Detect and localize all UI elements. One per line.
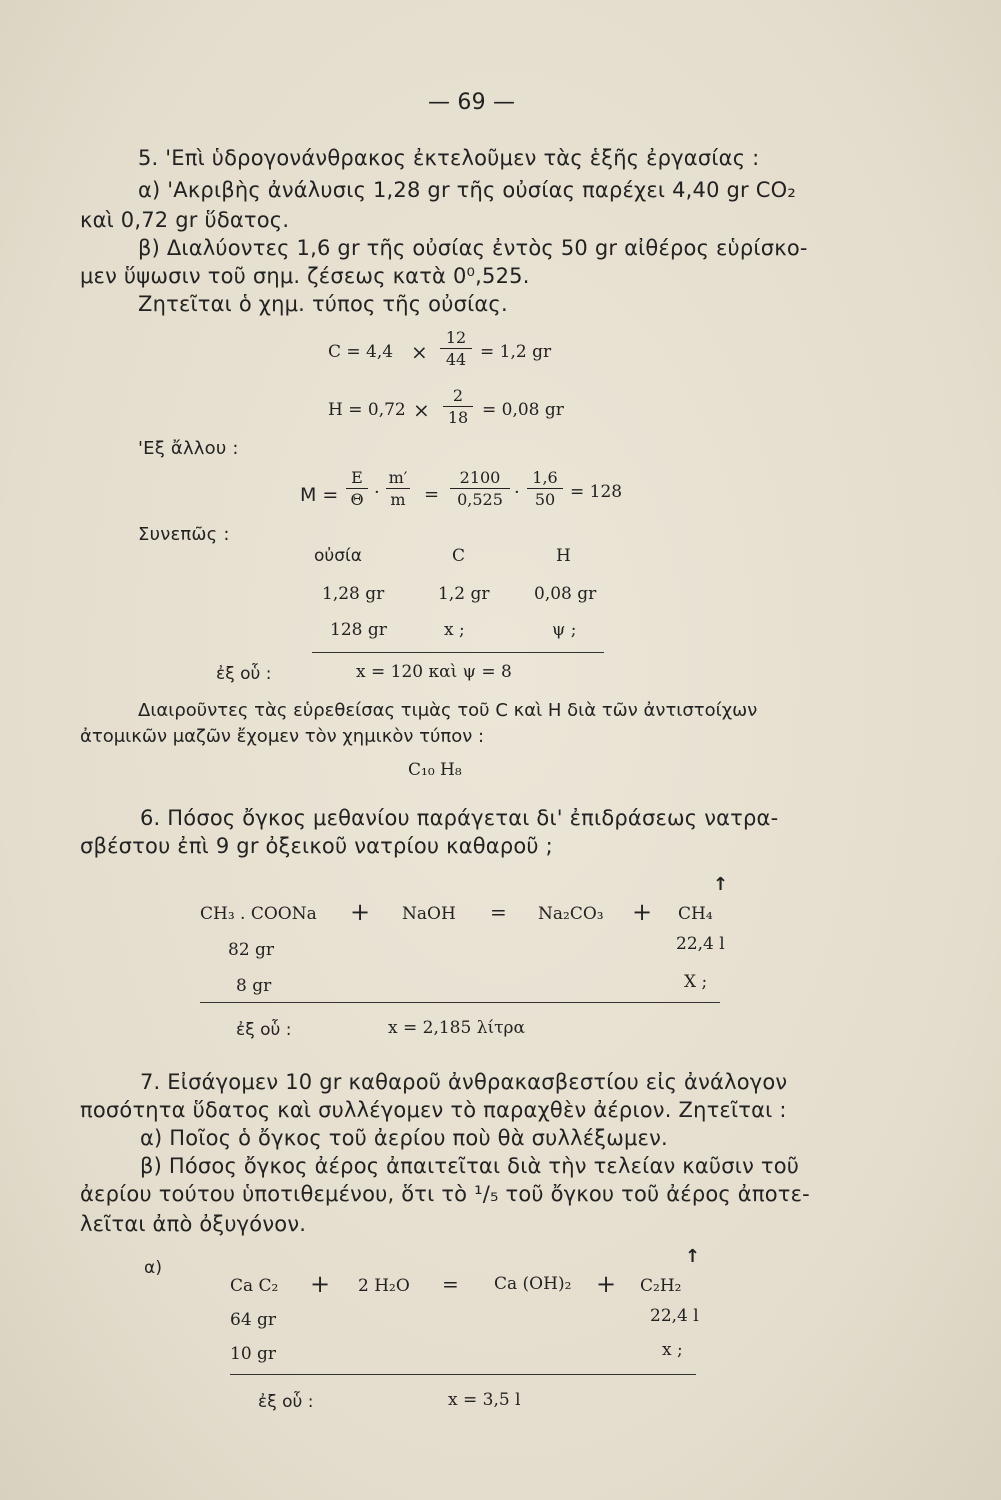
p6-reactant2: NaOH — [402, 904, 456, 924]
m-eq-frac3-num: 2100 — [450, 468, 510, 489]
m-eq-frac1-num: E — [346, 468, 368, 489]
c-eq-rhs: = 1,2 gr — [480, 342, 552, 362]
c-eq-den: 44 — [445, 350, 467, 369]
table-header-h: H — [556, 546, 571, 566]
p6-amount-b2: X ; — [684, 972, 708, 992]
p6-ex-ou-label: ἐξ οὗ : — [236, 1020, 292, 1040]
h-eq-lhs: H = 0,72 — [328, 400, 406, 420]
p7-amount-a2: 22,4 l — [650, 1306, 699, 1326]
m-eq-lhs: M = — [300, 484, 339, 506]
p7-equals: = — [442, 1272, 459, 1296]
p6-line1: 6. Πόσος ὄγκος μεθανίου παράγεται δι' ἐπιδράσεως νατρα- — [140, 806, 779, 830]
p7-reactant1: Ca C₂ — [230, 1276, 279, 1296]
p7-line3: α) Ποῖος ὁ ὄγκος τοῦ ἀερίου ποὺ θὰ συλλέξωμεν. — [140, 1126, 668, 1150]
p7-reactant2: 2 H₂O — [358, 1276, 410, 1296]
p5-div-line2: ἀτομικῶν μαζῶν ἔχομεν τὸν χημικὸν τύπον : — [80, 726, 485, 747]
p5-formula: C₁₀ H₈ — [408, 760, 462, 780]
m-eq-frac1-den: Θ — [350, 490, 364, 509]
p6-amount-a2: 22,4 l — [676, 934, 725, 954]
p6-result: x = 2,185 λίτρα — [388, 1018, 526, 1038]
p7-product1: Ca (OH)₂ — [494, 1274, 572, 1294]
p7-line4: β) Πόσος ὄγκος ἀέρος ἀπαιτεῖται διὰ τὴν τελείαν καῦσιν τοῦ — [140, 1154, 800, 1178]
p5-line1: 5. 'Επὶ ὑδρογονάνθρακος ἐκτελοῦμεν τὰς ἑξῆς ἐργασίας : — [138, 146, 760, 170]
table-cell-r2-c: x ; — [444, 620, 465, 640]
p6-amount-a1: 82 gr — [228, 940, 275, 960]
m-eq-frac2-den: m — [390, 490, 406, 509]
m-eq-frac4 — [527, 468, 563, 509]
p6-plus1: + — [350, 898, 371, 926]
p6-reactant1: CH₃ . COONa — [200, 904, 317, 924]
p6-gas-arrow-icon: ↑ — [713, 874, 729, 895]
p6-product1: Na₂CO₃ — [538, 904, 604, 924]
m-eq-frac1 — [346, 468, 368, 509]
p7-line2: ποσότητα ὕδατος καὶ συλλέγομεν τὸ παραχθὲν ἀέριον. Ζητεῖται : — [80, 1098, 787, 1122]
p5-line6: Ζητεῖται ὁ χημ. τύπος τῆς οὐσίας. — [138, 292, 508, 316]
h-eq-num: 2 — [443, 386, 473, 407]
p6-amount-b1: 8 gr — [236, 976, 272, 996]
synepos-label: Συνεπῶς : — [138, 524, 230, 545]
p7-result: x = 3,5 l — [448, 1390, 521, 1410]
m-eq-frac4-num: 1,6 — [527, 468, 563, 489]
table-cell-r1-h: 0,08 gr — [534, 584, 597, 604]
m-eq-frac2 — [386, 468, 410, 509]
c-eq-lhs: C = 4,4 — [328, 342, 394, 362]
p7-amount-b1: 10 gr — [230, 1344, 277, 1364]
p7-alpha-label: α) — [144, 1258, 163, 1278]
p7-product2: C₂H₂ — [640, 1276, 682, 1296]
p6-divider — [200, 1002, 720, 1003]
p7-ex-ou-label: ἐξ οὗ : — [258, 1392, 314, 1412]
p5-ex-ou-label: ἐξ οὗ : — [216, 664, 272, 684]
m-eq-dot1: · — [374, 482, 380, 503]
c-eq-num: 12 — [440, 328, 472, 349]
p6-product2: CH₄ — [678, 904, 713, 924]
page-number: — 69 — — [428, 90, 516, 115]
p6-line2: σβέστου ἐπὶ 9 gr ὀξεικοῦ νατρίου καθαροῦ ; — [80, 834, 553, 858]
table-cell-r2-ousia: 128 gr — [330, 620, 387, 640]
h-eq-rhs: = 0,08 gr — [482, 400, 564, 420]
p7-amount-a1: 64 gr — [230, 1310, 277, 1330]
p7-line5: ἀερίου τούτου ὑποτιθεμένου, ὅτι τὸ ¹/₅ τοῦ ὄγκου τοῦ ἀέρος ἀποτε- — [80, 1182, 810, 1206]
p7-divider — [230, 1374, 696, 1375]
table-cell-r1-ousia: 1,28 gr — [322, 584, 385, 604]
p7-gas-arrow-icon: ↑ — [685, 1246, 701, 1267]
p7-line1: 7. Εἰσάγομεν 10 gr καθαροῦ ἀνθρακασβεστίου εἰς ἀνάλογον — [140, 1070, 788, 1094]
m-eq-frac3-den: 0,525 — [457, 490, 503, 509]
p5-line4: β) Διαλύοντες 1,6 gr τῆς οὐσίας ἐντὸς 50 gr αἰθέρος εὑρίσκο- — [138, 236, 808, 260]
c-eq-times: × — [411, 340, 428, 364]
m-eq-frac3 — [450, 468, 510, 509]
p7-plus1: + — [310, 1270, 331, 1298]
m-eq-frac4-den: 50 — [534, 490, 556, 509]
p6-plus2: + — [632, 898, 653, 926]
p5-line3: καὶ 0,72 gr ὕδατος. — [80, 208, 290, 232]
table-header-c: C — [452, 546, 466, 566]
m-eq-equals: = — [424, 484, 440, 505]
p6-equals: = — [490, 900, 507, 924]
table-header-ousia: οὐσία — [314, 546, 362, 566]
m-eq-dot2: · — [514, 482, 520, 503]
p7-line6: λεῖται ἀπὸ ὀξυγόνον. — [80, 1212, 307, 1236]
h-eq-times: × — [413, 398, 430, 422]
m-eq-rhs: = 128 — [570, 482, 623, 502]
p7-plus2: + — [596, 1270, 617, 1298]
h-eq-den: 18 — [447, 408, 469, 427]
p5-result: x = 120 καὶ ψ = 8 — [356, 662, 512, 682]
p7-amount-b2: x ; — [662, 1340, 683, 1360]
h-eq-fraction — [443, 386, 473, 427]
table-divider — [312, 652, 604, 653]
c-eq-fraction — [440, 328, 472, 369]
m-eq-frac2-num: m′ — [386, 468, 410, 489]
p5-div-line1: Διαιροῦντες τὰς εὑρεθείσας τιμὰς τοῦ C καὶ H διὰ τῶν ἀντιστοίχων — [138, 700, 758, 721]
p5-line2: α) 'Ακριβὴς ἀνάλυσις 1,28 gr τῆς οὐσίας παρέχει 4,40 gr CO₂ — [138, 178, 796, 202]
table-cell-r1-c: 1,2 gr — [438, 584, 490, 604]
ex-allou-label: 'Εξ ἄλλου : — [138, 438, 239, 459]
table-cell-r2-h: ψ ; — [552, 620, 577, 640]
p5-line5: μεν ὕψωσιν τοῦ σημ. ζέσεως κατὰ 0⁰,525. — [80, 264, 530, 288]
